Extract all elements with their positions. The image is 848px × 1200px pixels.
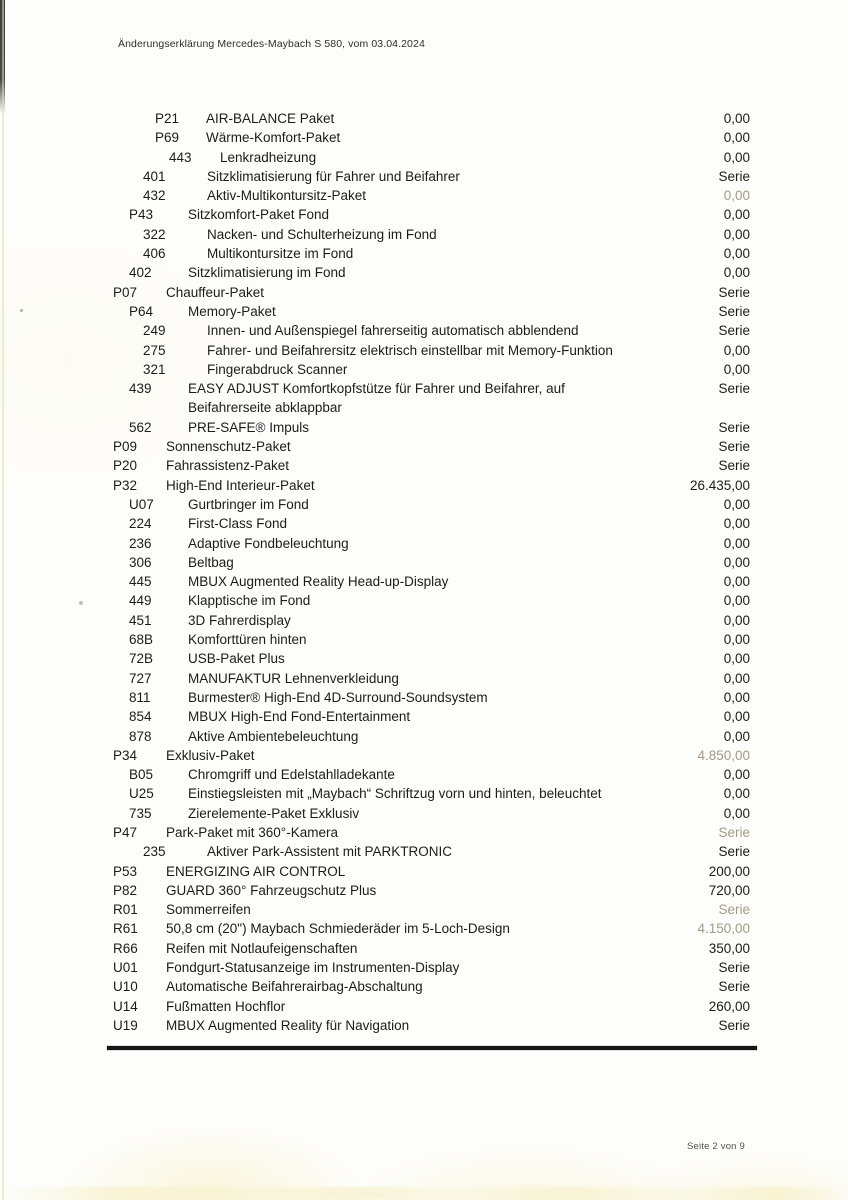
option-code: 811 (129, 689, 151, 705)
option-row (0, 148, 848, 167)
option-label: ENERGIZING AIR CONTROL (166, 863, 346, 879)
option-value: 200,00 (708, 863, 750, 879)
option-label: Fußmatten Hochflor (166, 998, 286, 1014)
option-value: 0,00 (723, 786, 750, 802)
option-value: 0,00 (723, 265, 750, 281)
option-value: 0,00 (723, 130, 750, 146)
option-code: U19 (113, 1017, 138, 1033)
option-label: Automatische Beifahrerairbag-Abschaltung (166, 979, 423, 995)
option-label: Sonnenschutz-Paket (166, 439, 291, 455)
option-label: PRE-SAFE® Impuls (188, 419, 309, 435)
option-code: 432 (143, 188, 166, 204)
option-value: 0,00 (723, 535, 750, 551)
page-number: Seite 2 von 9 (686, 1141, 745, 1152)
option-value: Serie (718, 168, 750, 184)
scan-bottom-smudge (0, 1187, 848, 1200)
option-value: 0,00 (723, 207, 750, 223)
option-value: Serie (718, 1017, 750, 1033)
option-code: P20 (113, 458, 138, 474)
option-value: 350,00 (708, 940, 750, 956)
option-code: 406 (143, 246, 166, 262)
option-row (0, 456, 848, 475)
option-value: Serie (718, 979, 750, 995)
option-value: Serie (718, 323, 750, 339)
option-label: MBUX Augmented Reality für Navigation (166, 1017, 410, 1033)
option-value: 4.850,00 (697, 747, 750, 763)
option-row (0, 611, 848, 630)
option-row (0, 283, 848, 302)
option-value: 0,00 (723, 651, 750, 667)
option-row (0, 437, 848, 456)
option-code: R66 (113, 940, 138, 956)
option-row (0, 109, 848, 128)
option-value: 0,00 (723, 593, 750, 609)
option-code: P69 (155, 130, 180, 146)
option-code: 275 (143, 342, 166, 358)
option-code: 322 (143, 226, 166, 242)
option-label: Fingerabdruck Scanner (207, 361, 348, 377)
option-code: P34 (113, 747, 138, 763)
option-value: Serie (718, 284, 750, 300)
option-code: P09 (113, 439, 138, 455)
option-label: 50,8 cm (20") Maybach Schmiederäder im 5-Loch-Design (166, 921, 510, 937)
option-row (0, 765, 848, 784)
option-label: First-Class Fond (188, 516, 288, 532)
option-row (0, 804, 848, 823)
option-label: Aktiver Park-Assistent mit PARKTRONIC (207, 844, 453, 860)
option-value: Serie (718, 458, 750, 474)
option-row (0, 669, 848, 688)
option-value: Serie (718, 844, 750, 860)
option-row (0, 939, 848, 958)
option-row (0, 649, 848, 668)
option-code: P07 (113, 284, 138, 300)
option-row (0, 186, 848, 205)
option-label: Chromgriff und Edelstahlladekante (188, 767, 395, 783)
option-row (0, 784, 848, 803)
option-value: Serie (718, 303, 750, 319)
option-row (0, 514, 848, 533)
option-label: Klapptische im Fond (188, 593, 311, 609)
option-code: P64 (129, 303, 154, 319)
option-row (0, 495, 848, 514)
option-code: P53 (113, 863, 138, 879)
option-code: P82 (113, 882, 138, 898)
option-code: 854 (129, 709, 152, 725)
option-code: 562 (129, 419, 152, 435)
option-row (0, 900, 848, 919)
option-value: 260,00 (708, 998, 750, 1014)
option-row (0, 823, 848, 842)
option-row (0, 919, 848, 938)
option-row (0, 225, 848, 244)
option-label: Gurtbringer im Fond (188, 496, 309, 512)
option-row (0, 572, 848, 591)
option-value: 0,00 (723, 574, 750, 590)
option-code: 735 (129, 805, 152, 821)
option-code: 439 (129, 381, 152, 397)
separator-rule (107, 1046, 757, 1050)
option-label: GUARD 360° Fahrzeugschutz Plus (166, 882, 377, 898)
option-value: Serie (718, 960, 750, 976)
option-label: EASY ADJUST Komfortkopfstütze für Fahrer und Beifahrer, auf (188, 381, 565, 397)
option-value: Serie (718, 381, 750, 397)
option-label: Lenkradheizung (220, 149, 317, 165)
option-row (0, 379, 848, 398)
option-label: MBUX Augmented Reality Head-up-Display (188, 574, 449, 590)
option-value: 0,00 (723, 342, 750, 358)
option-label: Fahrassistenz-Paket (166, 458, 290, 474)
option-row (0, 707, 848, 726)
option-label: Zierelemente-Paket Exklusiv (188, 805, 360, 821)
option-row (0, 688, 848, 707)
option-code: 443 (169, 149, 192, 165)
option-row-continuation (0, 398, 848, 417)
option-value: Serie (718, 439, 750, 455)
option-row (0, 360, 848, 379)
option-row (0, 881, 848, 900)
options-list (0, 109, 848, 1035)
option-code: 224 (129, 516, 152, 532)
option-label: Chauffeur-Paket (166, 284, 265, 300)
option-label: 3D Fahrerdisplay (188, 612, 291, 628)
option-row (0, 341, 848, 360)
option-label: Fondgurt-Statusanzeige im Instrumenten-Display (166, 960, 460, 976)
option-row (0, 205, 848, 224)
option-code: 306 (129, 554, 152, 570)
option-value: 0,00 (723, 188, 750, 204)
option-code: P47 (113, 824, 138, 840)
option-code: U10 (113, 979, 138, 995)
option-code: 449 (129, 593, 152, 609)
option-value: Serie (718, 419, 750, 435)
option-value: 0,00 (723, 709, 750, 725)
option-row (0, 476, 848, 495)
option-row (0, 302, 848, 321)
option-row (0, 997, 848, 1016)
option-value: 0,00 (723, 361, 750, 377)
option-value: 0,00 (723, 670, 750, 686)
option-label: Aktive Ambientebeleuchtung (188, 728, 359, 744)
option-row (0, 418, 848, 437)
option-row (0, 958, 848, 977)
option-value: 0,00 (723, 516, 750, 532)
option-label: Park-Paket mit 360°-Kamera (166, 824, 338, 840)
option-row (0, 862, 848, 881)
document-header: Änderungserklärung Mercedes-Maybach S 580, vom 03.04.2024 (118, 38, 425, 50)
option-label: Sitzkomfort-Paket Fond (188, 207, 330, 223)
option-code: P32 (113, 477, 138, 493)
option-code: U25 (129, 786, 154, 802)
option-row (0, 727, 848, 746)
option-value: 0,00 (723, 554, 750, 570)
option-code: 235 (143, 844, 166, 860)
option-code: 249 (143, 323, 166, 339)
option-value: Serie (718, 902, 750, 918)
option-code: 402 (129, 265, 152, 281)
option-label: Exklusiv-Paket (166, 747, 255, 763)
option-value: 0,00 (723, 805, 750, 821)
option-label: Komforttüren hinten (188, 632, 307, 648)
option-code: R61 (113, 921, 138, 937)
option-row (0, 321, 848, 340)
option-row (0, 534, 848, 553)
option-label: Sitzklimatisierung für Fahrer und Beifahrer (207, 168, 460, 184)
option-label: USB-Paket Plus (188, 651, 285, 667)
option-label: Wärme-Komfort-Paket (206, 130, 341, 146)
option-code: 321 (143, 361, 166, 377)
option-label: Einstiegsleisten mit „Maybach“ Schriftzug vorn und hinten, beleuchtet (188, 786, 602, 802)
option-label: MANUFAKTUR Lehnenverkleidung (188, 670, 399, 686)
option-code: 727 (129, 670, 152, 686)
option-code: 68B (129, 632, 154, 648)
option-label: Nacken- und Schulterheizung im Fond (207, 226, 437, 242)
option-row (0, 167, 848, 186)
option-label: Multikontursitze im Fond (207, 246, 354, 262)
option-row (0, 128, 848, 147)
option-row (0, 746, 848, 765)
option-code: B05 (129, 767, 154, 783)
option-label: Reifen mit Notlaufeigenschaften (166, 940, 358, 956)
option-code: P43 (129, 207, 154, 223)
option-code: 236 (129, 535, 152, 551)
option-row (0, 842, 848, 861)
option-value: 4.150,00 (697, 921, 750, 937)
option-row (0, 1016, 848, 1035)
option-value: 0,00 (723, 612, 750, 628)
option-label: AIR-BALANCE Paket (206, 111, 335, 126)
option-code: 451 (129, 612, 152, 628)
option-label: MBUX High-End Fond-Entertainment (188, 709, 411, 725)
option-code: 401 (143, 168, 166, 184)
option-code: U14 (113, 998, 138, 1014)
option-label-continuation: Beifahrerseite abklappbar (188, 400, 342, 416)
option-value: 26.435,00 (689, 477, 750, 493)
option-code: 878 (129, 728, 152, 744)
option-value: 0,00 (723, 689, 750, 705)
option-value: Serie (718, 824, 750, 840)
option-code: P21 (155, 111, 180, 126)
option-code: R01 (113, 902, 138, 918)
option-value: 0,00 (723, 632, 750, 648)
option-value: 0,00 (723, 149, 750, 165)
option-row (0, 591, 848, 610)
option-label: Memory-Paket (188, 303, 276, 319)
option-value: 0,00 (723, 226, 750, 242)
option-label: Innen- und Außenspiegel fahrerseitig automatisch abblendend (207, 323, 579, 339)
option-label: Adaptive Fondbeleuchtung (188, 535, 349, 551)
option-label: Fahrer- und Beifahrersitz elektrisch einstellbar mit Memory-Funktion (207, 342, 613, 358)
option-label: Burmester® High-End 4D-Surround-Soundsystem (188, 689, 488, 705)
option-label: Sitzklimatisierung im Fond (188, 265, 346, 281)
option-label: High-End Interieur-Paket (166, 477, 315, 493)
option-row (0, 263, 848, 282)
option-row (0, 553, 848, 572)
option-row (0, 977, 848, 996)
option-label: Aktiv-Multikontursitz-Paket (207, 188, 367, 204)
option-row (0, 630, 848, 649)
option-value: 0,00 (723, 728, 750, 744)
option-value: 0,00 (723, 246, 750, 262)
option-value: 0,00 (723, 767, 750, 783)
option-code: U01 (113, 960, 138, 976)
option-label: Sommerreifen (166, 902, 251, 918)
option-value: 720,00 (708, 882, 750, 898)
option-row (0, 244, 848, 263)
option-value: 0,00 (723, 111, 750, 126)
option-value: 0,00 (723, 496, 750, 512)
option-code: 72B (129, 651, 154, 667)
option-code: U07 (129, 496, 154, 512)
option-code: 445 (129, 574, 152, 590)
option-label: Beltbag (188, 554, 234, 570)
